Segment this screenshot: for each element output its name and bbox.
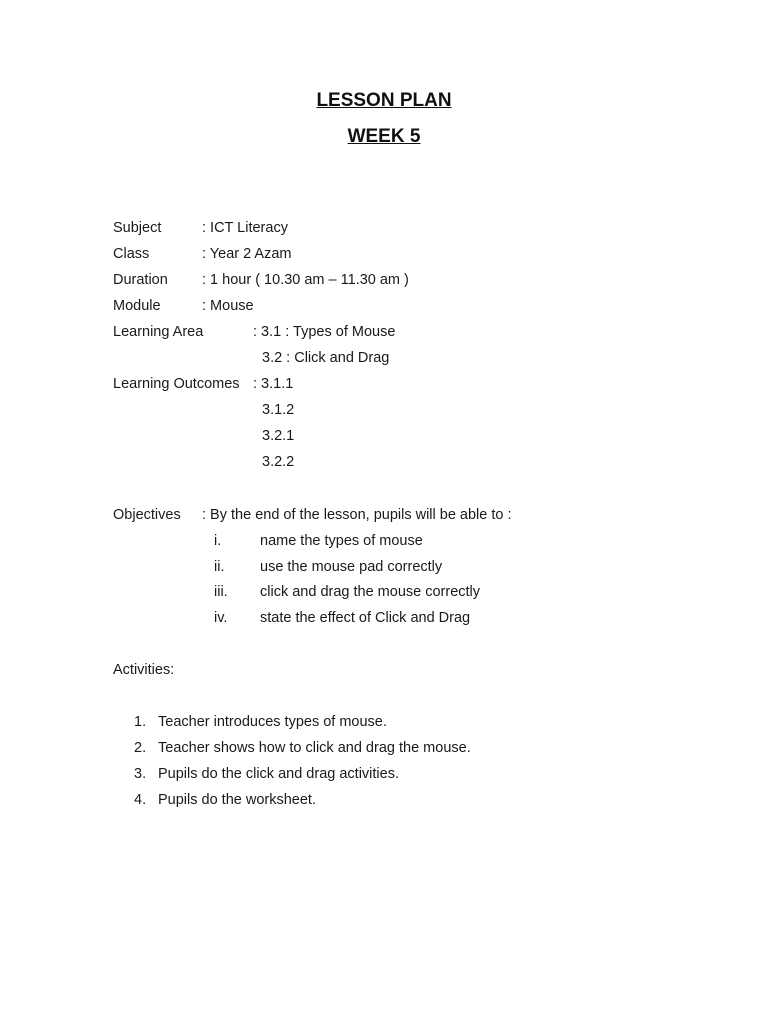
objective-numeral: iv. xyxy=(214,610,228,626)
learning-outcome-item: 3.2.2 xyxy=(262,454,295,470)
activity-number: 2. xyxy=(134,740,147,756)
module-value: : Mouse xyxy=(202,298,254,314)
learning-area-item: 3.2 : Click and Drag xyxy=(262,350,390,366)
objectives-intro: : By the end of the lesson, pupils will be able to : xyxy=(202,507,512,523)
learning-outcome-item: 3.1.2 xyxy=(262,402,295,418)
module-label: Module xyxy=(113,298,161,314)
learning-area-item: : 3.1 : Types of Mouse xyxy=(253,324,396,340)
objective-text: click and drag the mouse correctly xyxy=(260,584,481,600)
page-subtitle: WEEK 5 xyxy=(347,126,421,147)
activity-text: Pupils do the worksheet. xyxy=(158,792,316,808)
activity-number: 3. xyxy=(134,766,147,782)
learning-outcome-item: 3.2.1 xyxy=(262,428,295,444)
objective-numeral: iii. xyxy=(214,584,228,600)
subject-label: Subject xyxy=(113,220,162,236)
objective-numeral: i. xyxy=(214,533,222,549)
class-value: : Year 2 Azam xyxy=(202,246,292,262)
activities-label: Activities: xyxy=(113,662,175,678)
class-label: Class xyxy=(113,246,150,262)
page-title: LESSON PLAN xyxy=(316,90,452,111)
learning-outcome-item: : 3.1.1 xyxy=(253,376,294,392)
activity-text: Pupils do the click and drag activities. xyxy=(158,766,399,782)
learning-outcomes-label: Learning Outcomes xyxy=(113,376,240,392)
objective-text: name the types of mouse xyxy=(260,533,423,549)
objective-text: use the mouse pad correctly xyxy=(260,559,443,575)
objectives-label: Objectives xyxy=(113,507,181,523)
subject-value: : ICT Literacy xyxy=(202,220,288,236)
learning-area-label: Learning Area xyxy=(113,324,204,340)
activity-number: 1. xyxy=(134,714,147,730)
duration-value: : 1 hour ( 10.30 am – 11.30 am ) xyxy=(202,272,409,288)
activity-number: 4. xyxy=(134,792,147,808)
activity-text: Teacher introduces types of mouse. xyxy=(158,714,387,730)
activity-text: Teacher shows how to click and drag the mouse. xyxy=(158,740,471,756)
duration-label: Duration xyxy=(113,272,168,288)
objective-text: state the effect of Click and Drag xyxy=(260,610,471,626)
objective-numeral: ii. xyxy=(214,559,225,575)
